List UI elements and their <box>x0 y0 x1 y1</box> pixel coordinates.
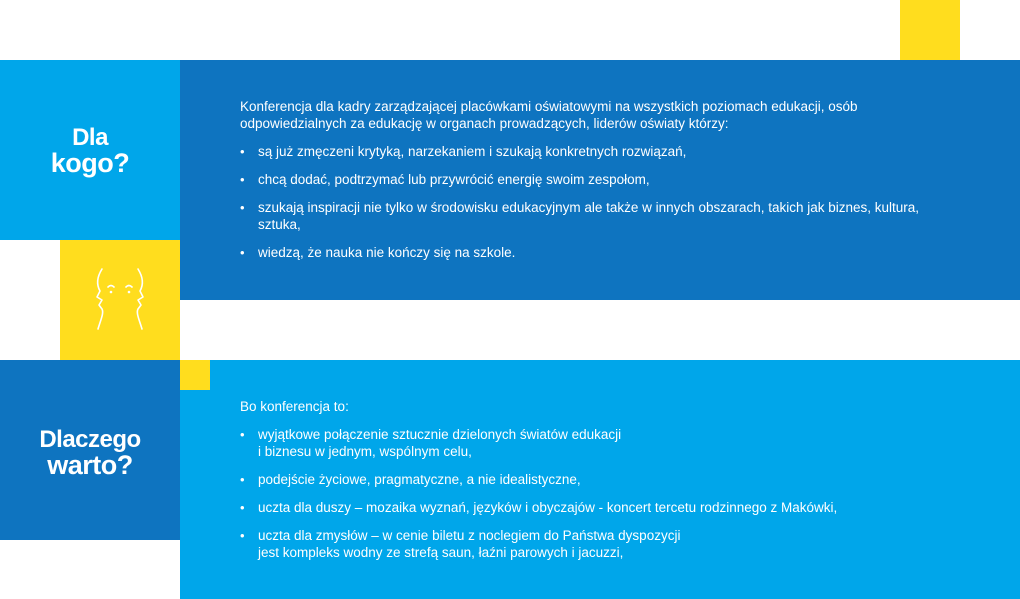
list-item: • chcą dodać, podtrzymać lub przywrócić energię swoim zespołom, <box>240 171 1000 188</box>
yellow-accent-small <box>180 360 210 390</box>
dlaczego-warto-heading <box>0 428 180 478</box>
dla-kogo-heading <box>0 126 180 176</box>
list-item: • są już zmęczeni krytyką, narzekaniem i szukają konkretnych rozwiązań, <box>240 143 1000 160</box>
list-item: • podejście życiowe, pragmatyczne, a nie idealistyczne, <box>240 471 1000 488</box>
dla-kogo-list <box>240 143 1000 261</box>
dlaczego-warto-heading-line2: warto? <box>47 450 133 480</box>
dlaczego-warto-intro: Bo konferencja to: <box>240 399 349 414</box>
list-item: • uczta dla zmysłów – w cenie biletu z noclegiem do Państwa dyspozycji jest kompleks wodny ze strefą saun, łaźni parowych i jacuzzi, <box>240 527 1000 561</box>
dla-kogo-heading-line1: Dla <box>72 124 108 151</box>
list-item: • szukają inspiracji nie tylko w środowisku edukacyjnym ale także w innych obszarach, takich jak biznes, kultura, sztuka, <box>240 199 1000 233</box>
dla-kogo-content <box>240 98 1000 261</box>
dla-kogo-intro-line1: Konferencja dla kadry zarządzającej placówkami oświatowymi na wszystkich poziomach edukacji, osób <box>240 99 858 114</box>
dlaczego-warto-content <box>240 398 1000 561</box>
list-item: • wyjątkowe połączenie sztucznie dzielonych światów edukacji i biznesu w jednym, wspólnym celu, <box>240 426 1000 460</box>
faces-icon <box>92 267 148 333</box>
dlaczego-warto-heading-line1: Dlaczego <box>39 426 141 453</box>
list-item: • wiedzą, że nauka nie kończy się na szkole. <box>240 244 1000 261</box>
list-item: • uczta dla duszy – mozaika wyznań, języków i obyczajów - koncert tercetu rodzinnego z Makówki, <box>240 499 1000 516</box>
dlaczego-warto-list <box>240 426 1000 561</box>
yellow-accent-top <box>900 0 960 60</box>
dla-kogo-heading-line2: kogo? <box>50 148 130 178</box>
dla-kogo-intro-line2: odpowiedzialnych za edukację w organach prowadzących, liderów oświaty którzy: <box>240 116 729 131</box>
